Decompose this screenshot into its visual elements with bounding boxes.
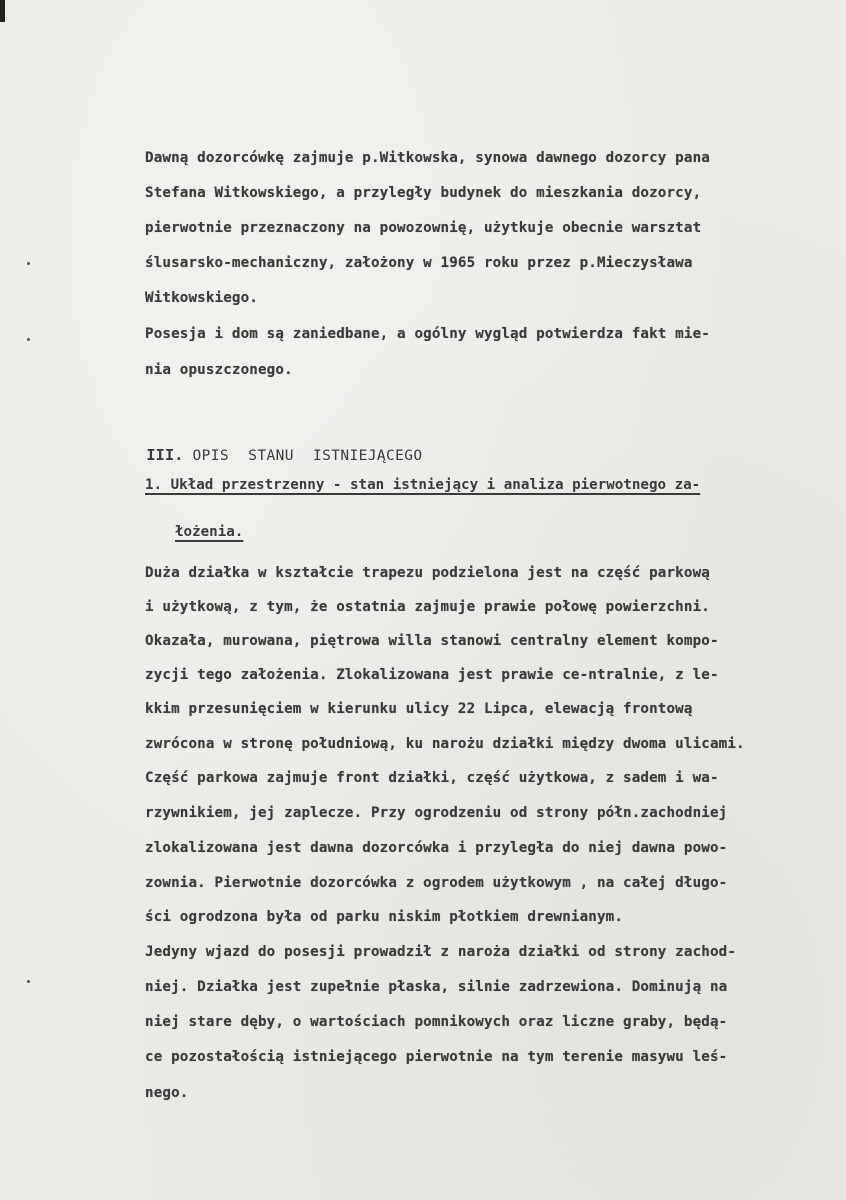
paragraph1-line: Stefana Witkowskiego, a przyległy budynek do mieszkania dozorcy,	[145, 185, 702, 201]
paragraph3-line: zycji tego założenia. Zlokalizowana jest prawie ce-ntralnie, z le-	[145, 667, 719, 683]
paragraph2-line: Posesja i dom są zaniedbane, a ogólny wygląd potwierdza fakt mie-	[145, 326, 710, 342]
paragraph4-line: nego.	[145, 1085, 189, 1101]
subsection-heading-line: 1. Układ przestrzenny - stan istniejący i analiza pierwotnego za-	[145, 477, 701, 493]
paragraph3-line: rzywnikiem, jej zaplecze. Przy ogrodzeniu od strony półn.zachodniej	[145, 805, 728, 821]
section-number: III.	[146, 446, 184, 464]
paragraph1-line: Dawną dozorcówkę zajmuje p.Witkowska, synowa dawnego dozorcy pana	[145, 150, 710, 166]
margin-mark	[27, 980, 30, 983]
margin-mark	[27, 262, 30, 265]
paragraph4-line: niej. Działka jest zupełnie płaska, silnie zadrzewiona. Dominują na	[145, 979, 728, 995]
paragraph1-line: ślusarsko-mechaniczny, założony w 1965 roku przez p.Mieczysława	[145, 255, 693, 271]
paragraph3-line: zownia. Pierwotnie dozorcówka z ogrodem użytkowym , na całej długo-	[145, 875, 728, 891]
paragraph4-line: niej stare dęby, o wartościach pomnikowych oraz liczne graby, będą-	[145, 1014, 728, 1030]
paragraph1-line: pierwotnie przeznaczony na powozownię, użytkuje obecnie warsztat	[145, 220, 702, 236]
paragraph3-line: Duża działka w kształcie trapezu podzielona jest na część parkową	[145, 565, 710, 581]
paragraph1-line: Witkowskiego.	[145, 290, 258, 306]
paragraph2-line: nia opuszczonego.	[145, 362, 293, 378]
paragraph3-line: zlokalizowana jest dawna dozorcówka i przyległa do niej dawna powo-	[145, 840, 728, 856]
paragraph4-line: ce pozostałością istniejącego pierwotnie na tym terenie masywu leś-	[145, 1049, 728, 1065]
paragraph4-line: Jedyny wjazd do posesji prowadził z naroża działki od strony zachod-	[145, 944, 737, 960]
scan-corner-mark	[0, 0, 5, 22]
paragraph3-line: zwrócona w stronę południową, ku narożu działki między dwoma ulicami.	[145, 736, 745, 752]
margin-mark	[27, 338, 30, 341]
paragraph3-line: ści ogrodzona była od parku niskim płotkiem drewnianym.	[145, 909, 624, 925]
subsection-heading-line: łożenia.	[175, 524, 244, 540]
paragraph3-line: i użytkową, z tym, że ostatnia zajmuje prawie połowę powierzchni.	[145, 599, 710, 615]
section-title: OPIS STANU ISTNIEJĄCEGO	[192, 448, 423, 464]
section-heading	[92, 430, 423, 480]
paragraph3-line: kkim przesunięciem w kierunku ulicy 22 Lipca, elewacją frontową	[145, 701, 693, 717]
paragraph3-line: Część parkowa zajmuje front działki, część użytkowa, z sadem i wa-	[145, 770, 719, 786]
paragraph3-line: Okazała, murowana, piętrowa willa stanowi centralny element kompo-	[145, 633, 719, 649]
